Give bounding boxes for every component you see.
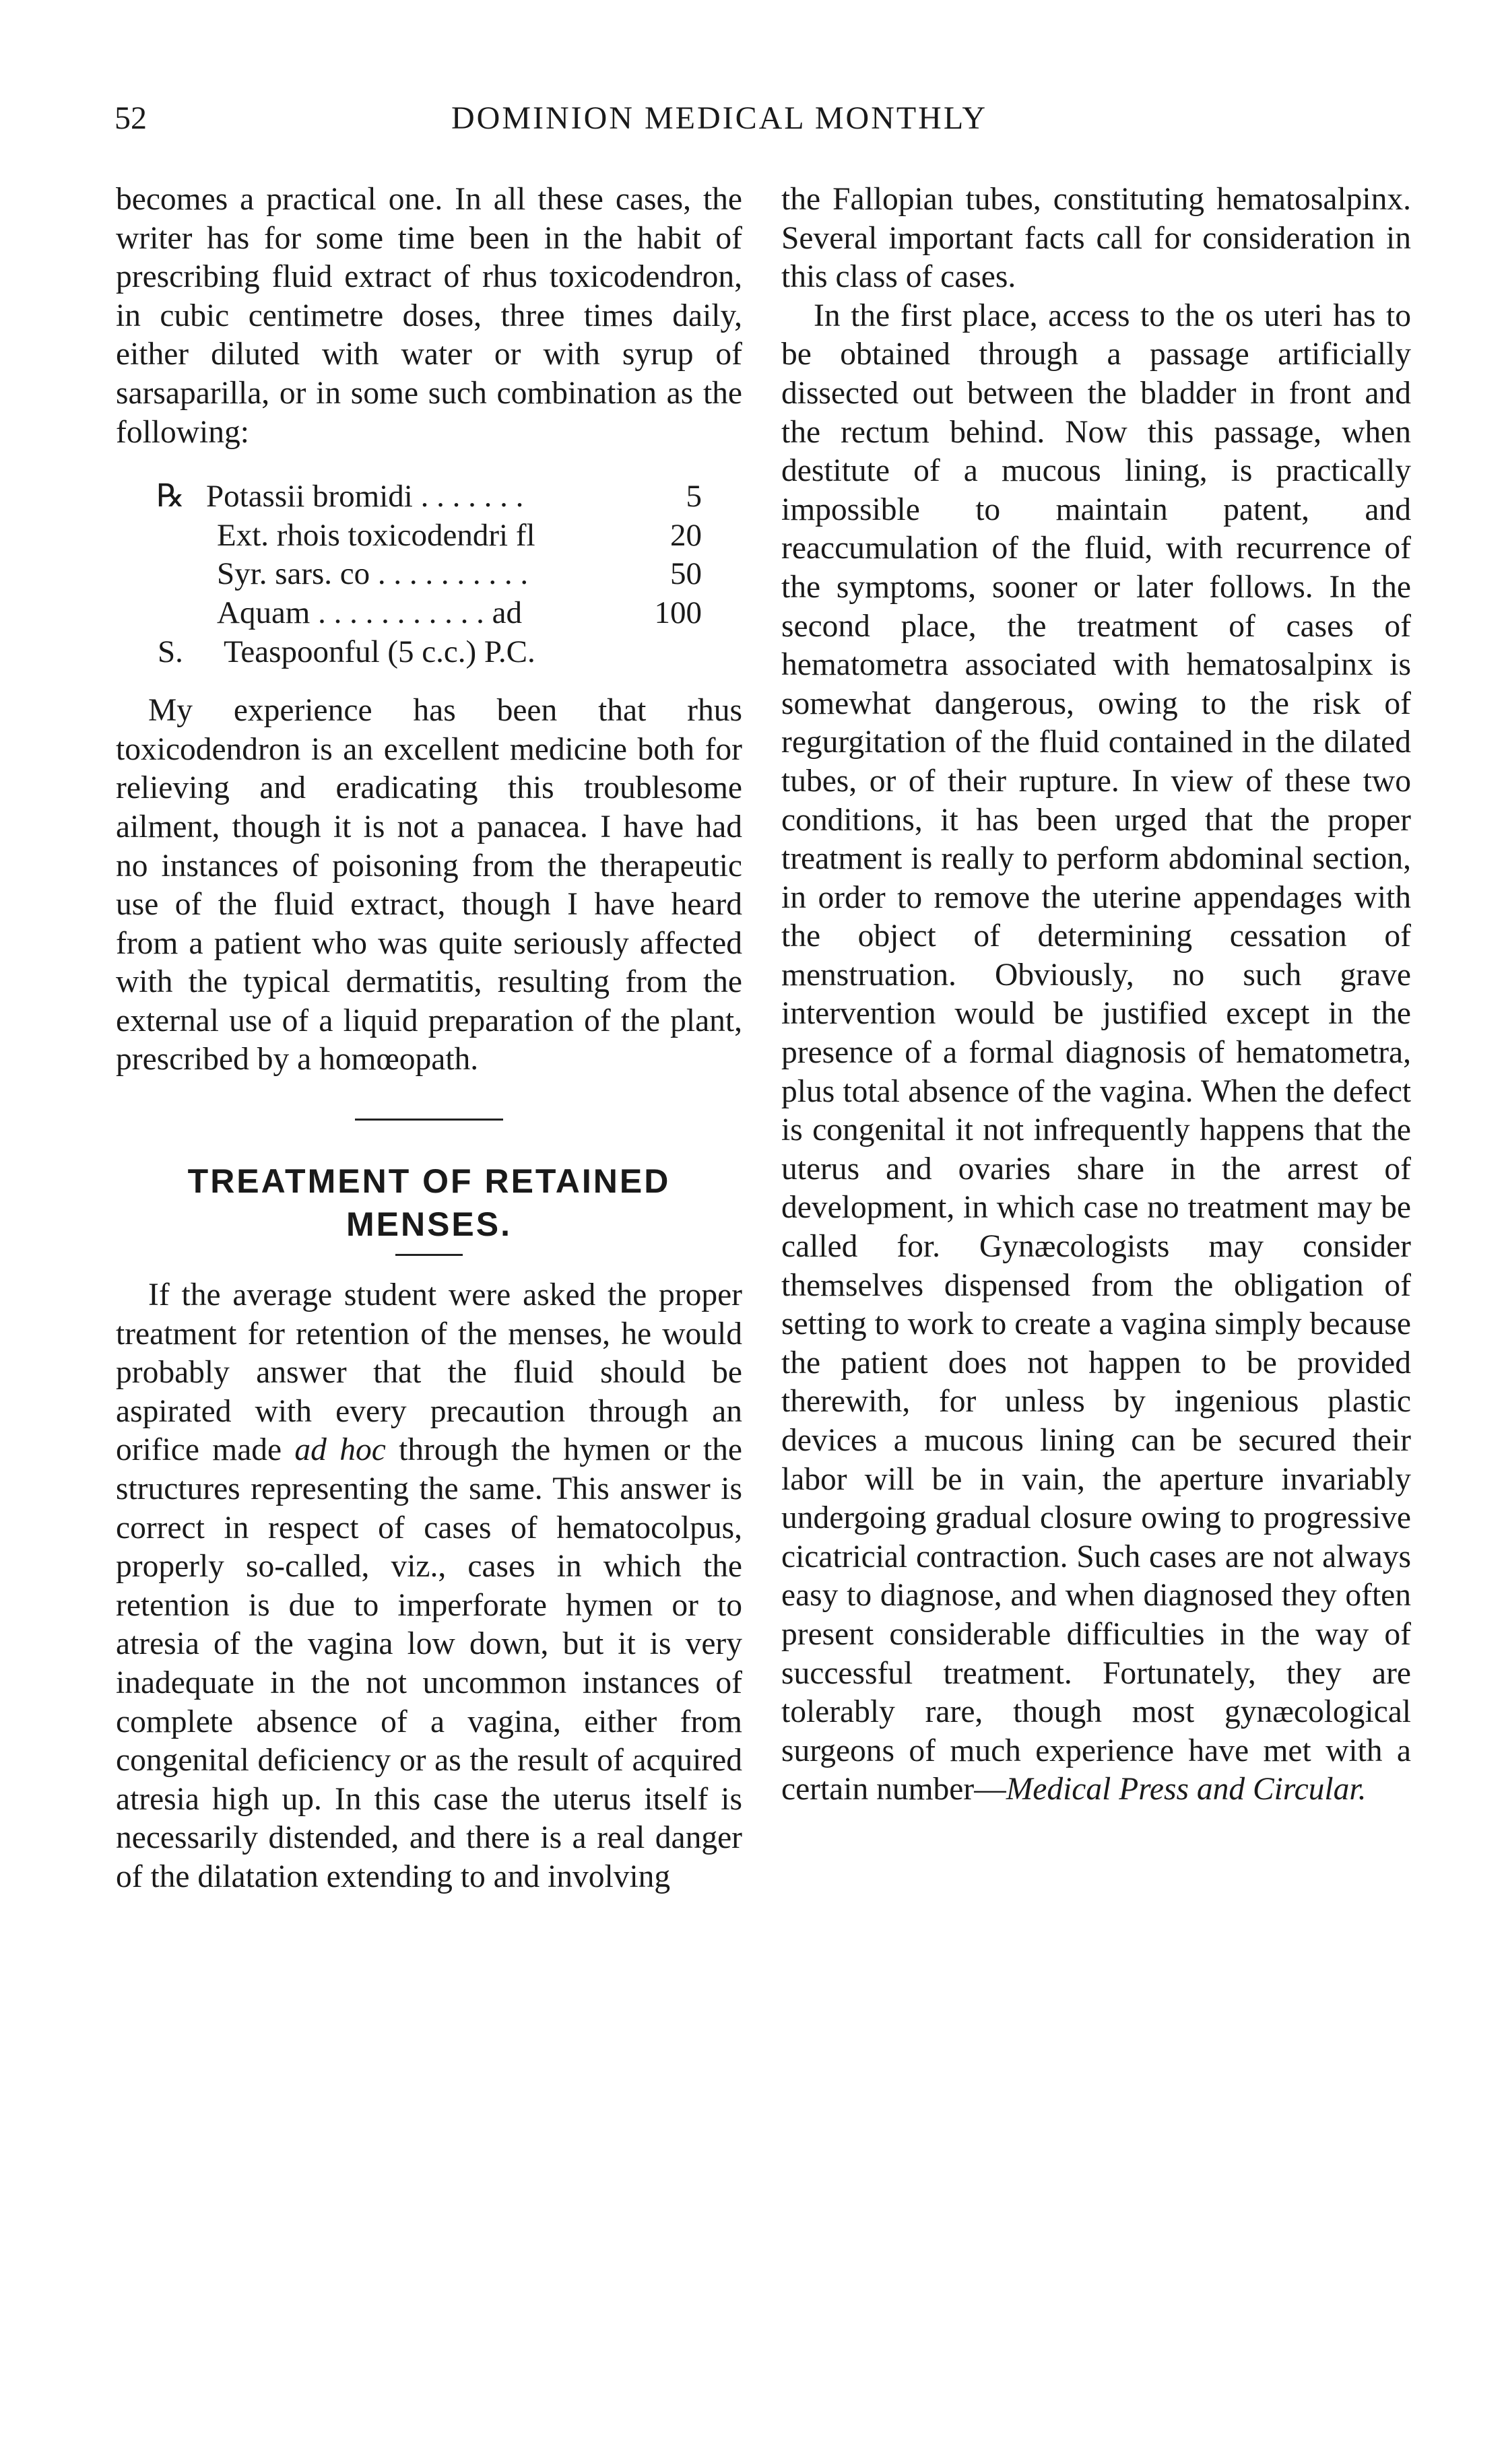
prescription-row (116, 517, 742, 556)
prescription-sig-row (116, 633, 742, 672)
prescription-item-name: Aquam . . . . . . . . . . . ad (217, 595, 522, 630)
citation-dash: — (974, 1772, 1006, 1807)
right-paragraph-1: the Fallopian tubes, constituting hematosalpinx. Several important facts call for consideration in this class of cases. (781, 182, 1411, 295)
citation-source: Medical Press and Circular. (1006, 1772, 1367, 1807)
prescription-item-qty: 100 (654, 595, 702, 630)
section-heading-line-1: TREATMENT OF RETAINED (187, 1162, 671, 1201)
right-column (781, 180, 1411, 1809)
left-paragraph-1: becomes a practical one. In all these cases, the writer has for some time been in the habit of prescribing fluid extract of rhus toxicodendron, in cubic centimetre doses, three times daily, either diluted with water or with syrup of sarsaparilla, or in some such combination as the following: (116, 182, 742, 450)
heading-rule (395, 1254, 463, 1256)
left-paragraph-2: My experience has been that rhus toxicodendron is an excellent medicine both for relieving and eradicating this troublesome ailment, though it is not a panacea. I have had no instances of poisoning from the therapeutic use of the fluid extract, though I have heard from a patient who was quite seriously affected with the typical dermatitis, resulting from the external use of a liquid preparation of the plant, prescribed by a homœopath. (116, 693, 742, 1077)
prescription-item-name: Ext. rhois toxicodendri fl (217, 517, 535, 553)
section-divider (355, 1119, 503, 1121)
section-heading (116, 1160, 742, 1246)
right-paragraph-2-body: In the first place, access to the os uteri has to be obtained through a passage artificially dissected out between the bladder in front and the rectum behind. Now this passage, when destitute of a mucous lining, is practically impossible to maintain patent, and reaccumulation of the fluid, with recurrence of the symptoms, sooner or later follows. In the second place, the treatment of cases of hematometra associated with hematosalpinx is somewhat dangerous, owing to the risk of regurgitation of the fluid contained in the dilated tubes, or of their rupture. In view of these two conditions, it has been urged that the proper treatment is really to perform abdominal section, in order to remove the uterine appendages with the object of determining cessation of menstruation. Obviously, no such grave intervention would be justified except in the presence of a formal diagnosis of hematometra, plus total absence of the vagina. When the defect is congenital it not infrequently happens that the uterus and ovaries share in the arrest of development, in which case no treatment may be called for. Gynæcologists may consider themselves dispensed from the obligation of setting to work to create a vagina simply because the patient does not happen to be provided therewith, for unless by ingenious plastic devices a mucous lining can be secured their labor will be in vain, the aperture invariably undergoing gradual closure owing to progressive cicatricial contraction. Such cases are not always easy to diagnose, and when diagnosed they often present considerable difficulties in the way of successful treatment. Fortunately, they are tolerably rare, though most gynæcological surgeons of much experience have met with a certain number (781, 298, 1411, 1807)
prescription-item-name: Potassii bromidi . . . . . . . (206, 479, 524, 514)
page-number: 52 (115, 100, 147, 136)
prescription-block (116, 477, 742, 671)
left-paragraph-3 (116, 1276, 742, 1897)
prescription-item-qty: 50 (670, 556, 702, 592)
prescription-row (116, 477, 742, 517)
prescription-item-name: Syr. sars. co . . . . . . . . . . (217, 556, 529, 592)
recipe-symbol: ℞ (156, 479, 185, 514)
left-column (116, 180, 742, 1897)
paragraph-3-start: If the average student were asked the proper treatment for retention of the menses, he would probably answer that the fluid should be aspirated with every precaution through an orifice made (116, 1277, 742, 1468)
prescription-sig: Teaspoonful (5 c.c.) P.C. (224, 634, 535, 669)
signa-symbol: S. (158, 634, 183, 669)
paragraph-3-latin-phrase: ad hoc (294, 1432, 386, 1468)
running-title: DOMINION MEDICAL MONTHLY (451, 100, 988, 136)
section-heading-line-2: MENSES. (346, 1205, 513, 1244)
prescription-row (116, 555, 742, 594)
prescription-item-qty: 5 (686, 479, 702, 514)
prescription-row (116, 594, 742, 633)
right-paragraph-2 (781, 297, 1411, 1809)
prescription-item-qty: 20 (670, 517, 702, 553)
paragraph-3-end: through the hymen or the structures representing the same. This answer is correct in respect of cases of hematocolpus, properly so-called, viz., cases in which the retention is due to imperforate hymen or to atresia of the vagina low down, but it is very inadequate in the not uncommon instances of complete absence of a vagina, either from congenital deficiency or as the result of acquired atresia high up. In this case the uterus itself is necessarily distended, and there is a real danger of the dilatation extending to and involving (116, 1432, 742, 1894)
page-header (115, 100, 1394, 147)
